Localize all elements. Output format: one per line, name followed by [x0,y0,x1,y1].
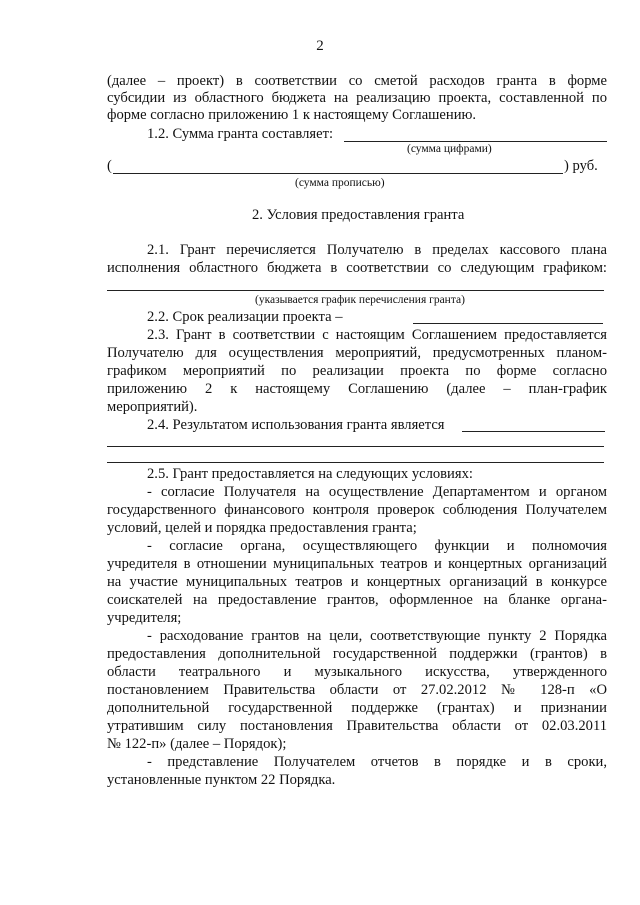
page-number: 2 [316,38,324,54]
text-line: № 122-п» (далее – Порядок); [107,736,287,752]
text-line: утратившим силу постановления Правительства области от 02.03.2011 [107,718,607,734]
section-title: 2. Условия предоставления гранта [252,207,465,223]
text-line: учредителя в отношении муниципальных театров и концертных организаций [107,556,607,572]
result-line-3 [107,462,604,463]
text-line: графиком мероприятий по реализации проекта по форме согласно [107,363,607,379]
text-line: исполнения областного бюджета в соответствии со следующим графиком: [107,260,607,276]
text-line: дополнительной государственной поддержке (грантах) и признании [107,700,607,716]
text-line: на участие муниципальных театров и концертных организаций в конкурсе [107,574,607,590]
text-line: 2.1. Грант перечисляется Получателю в пределах кассового плана [147,242,607,258]
text-line: предоставления дополнительной государственной поддержки (грантов) в [107,646,607,662]
text-line: - согласие органа, осуществляющего функции и полномочия [147,538,607,554]
sum-digits-line [344,141,607,142]
text-line: субсидии из областного бюджета на реализацию проекта, составленной по [107,90,607,106]
schedule-caption: (указывается график перечисления гранта) [255,294,465,306]
term-label: 2.2. Срок реализации проекта – [147,309,343,325]
result-line-1 [462,431,605,432]
text-line: - согласие Получателя на осуществление Департаментом и органом [147,484,607,500]
result-line-2 [107,446,604,447]
result-label: 2.4. Результатом использования гранта является [147,417,445,433]
text-line: постановлением Правительства области от 27.02.2012 № 128-п «О [107,682,607,698]
sum-words-line [113,173,563,174]
sum-words-open: ( [107,158,112,174]
text-line: (далее – проект) в соответствии со сметой расходов гранта в форме [107,73,607,89]
sum-label-text: 1.2. Сумма гранта составляет: [147,126,334,142]
text-line: установленные пунктом 22 Порядка. [107,772,336,788]
term-line [413,323,603,324]
sum-digits-caption: (сумма цифрами) [407,143,492,155]
sum-words-close: ) руб. [564,158,598,174]
text-line: - расходование грантов на цели, соответствующие пункту 2 Порядка [147,628,607,644]
sum-words-caption: (сумма прописью) [295,177,385,189]
schedule-line [107,290,604,291]
text-line: 2.3. Грант в соответствии с настоящим Соглашением предоставляется [147,327,607,343]
text-line: Получателю для осуществления мероприятий, предусмотренных планом- [107,345,607,361]
text-line: мероприятий). [107,399,198,415]
text-line: учредителя; [107,610,182,626]
text-line: условий, целей и порядка предоставления гранта; [107,520,417,536]
text-line: форме согласно приложению 1 к настоящему Соглашению. [107,107,477,123]
text-line: соискателей на предоставление грантов, оформленное на бланке органа- [107,592,607,608]
text-line: государственного финансового контроля проверок соблюдения Получателем [107,502,607,518]
conditions-intro: 2.5. Грант предоставляется на следующих условиях: [147,466,473,482]
text-line: области театрального и музыкального искусства, утвержденного [107,664,607,680]
text-line: - представление Получателем отчетов в порядке и в сроки, [147,754,607,770]
text-line: приложению 2 к настоящему Соглашению (далее – план-график [107,381,607,397]
